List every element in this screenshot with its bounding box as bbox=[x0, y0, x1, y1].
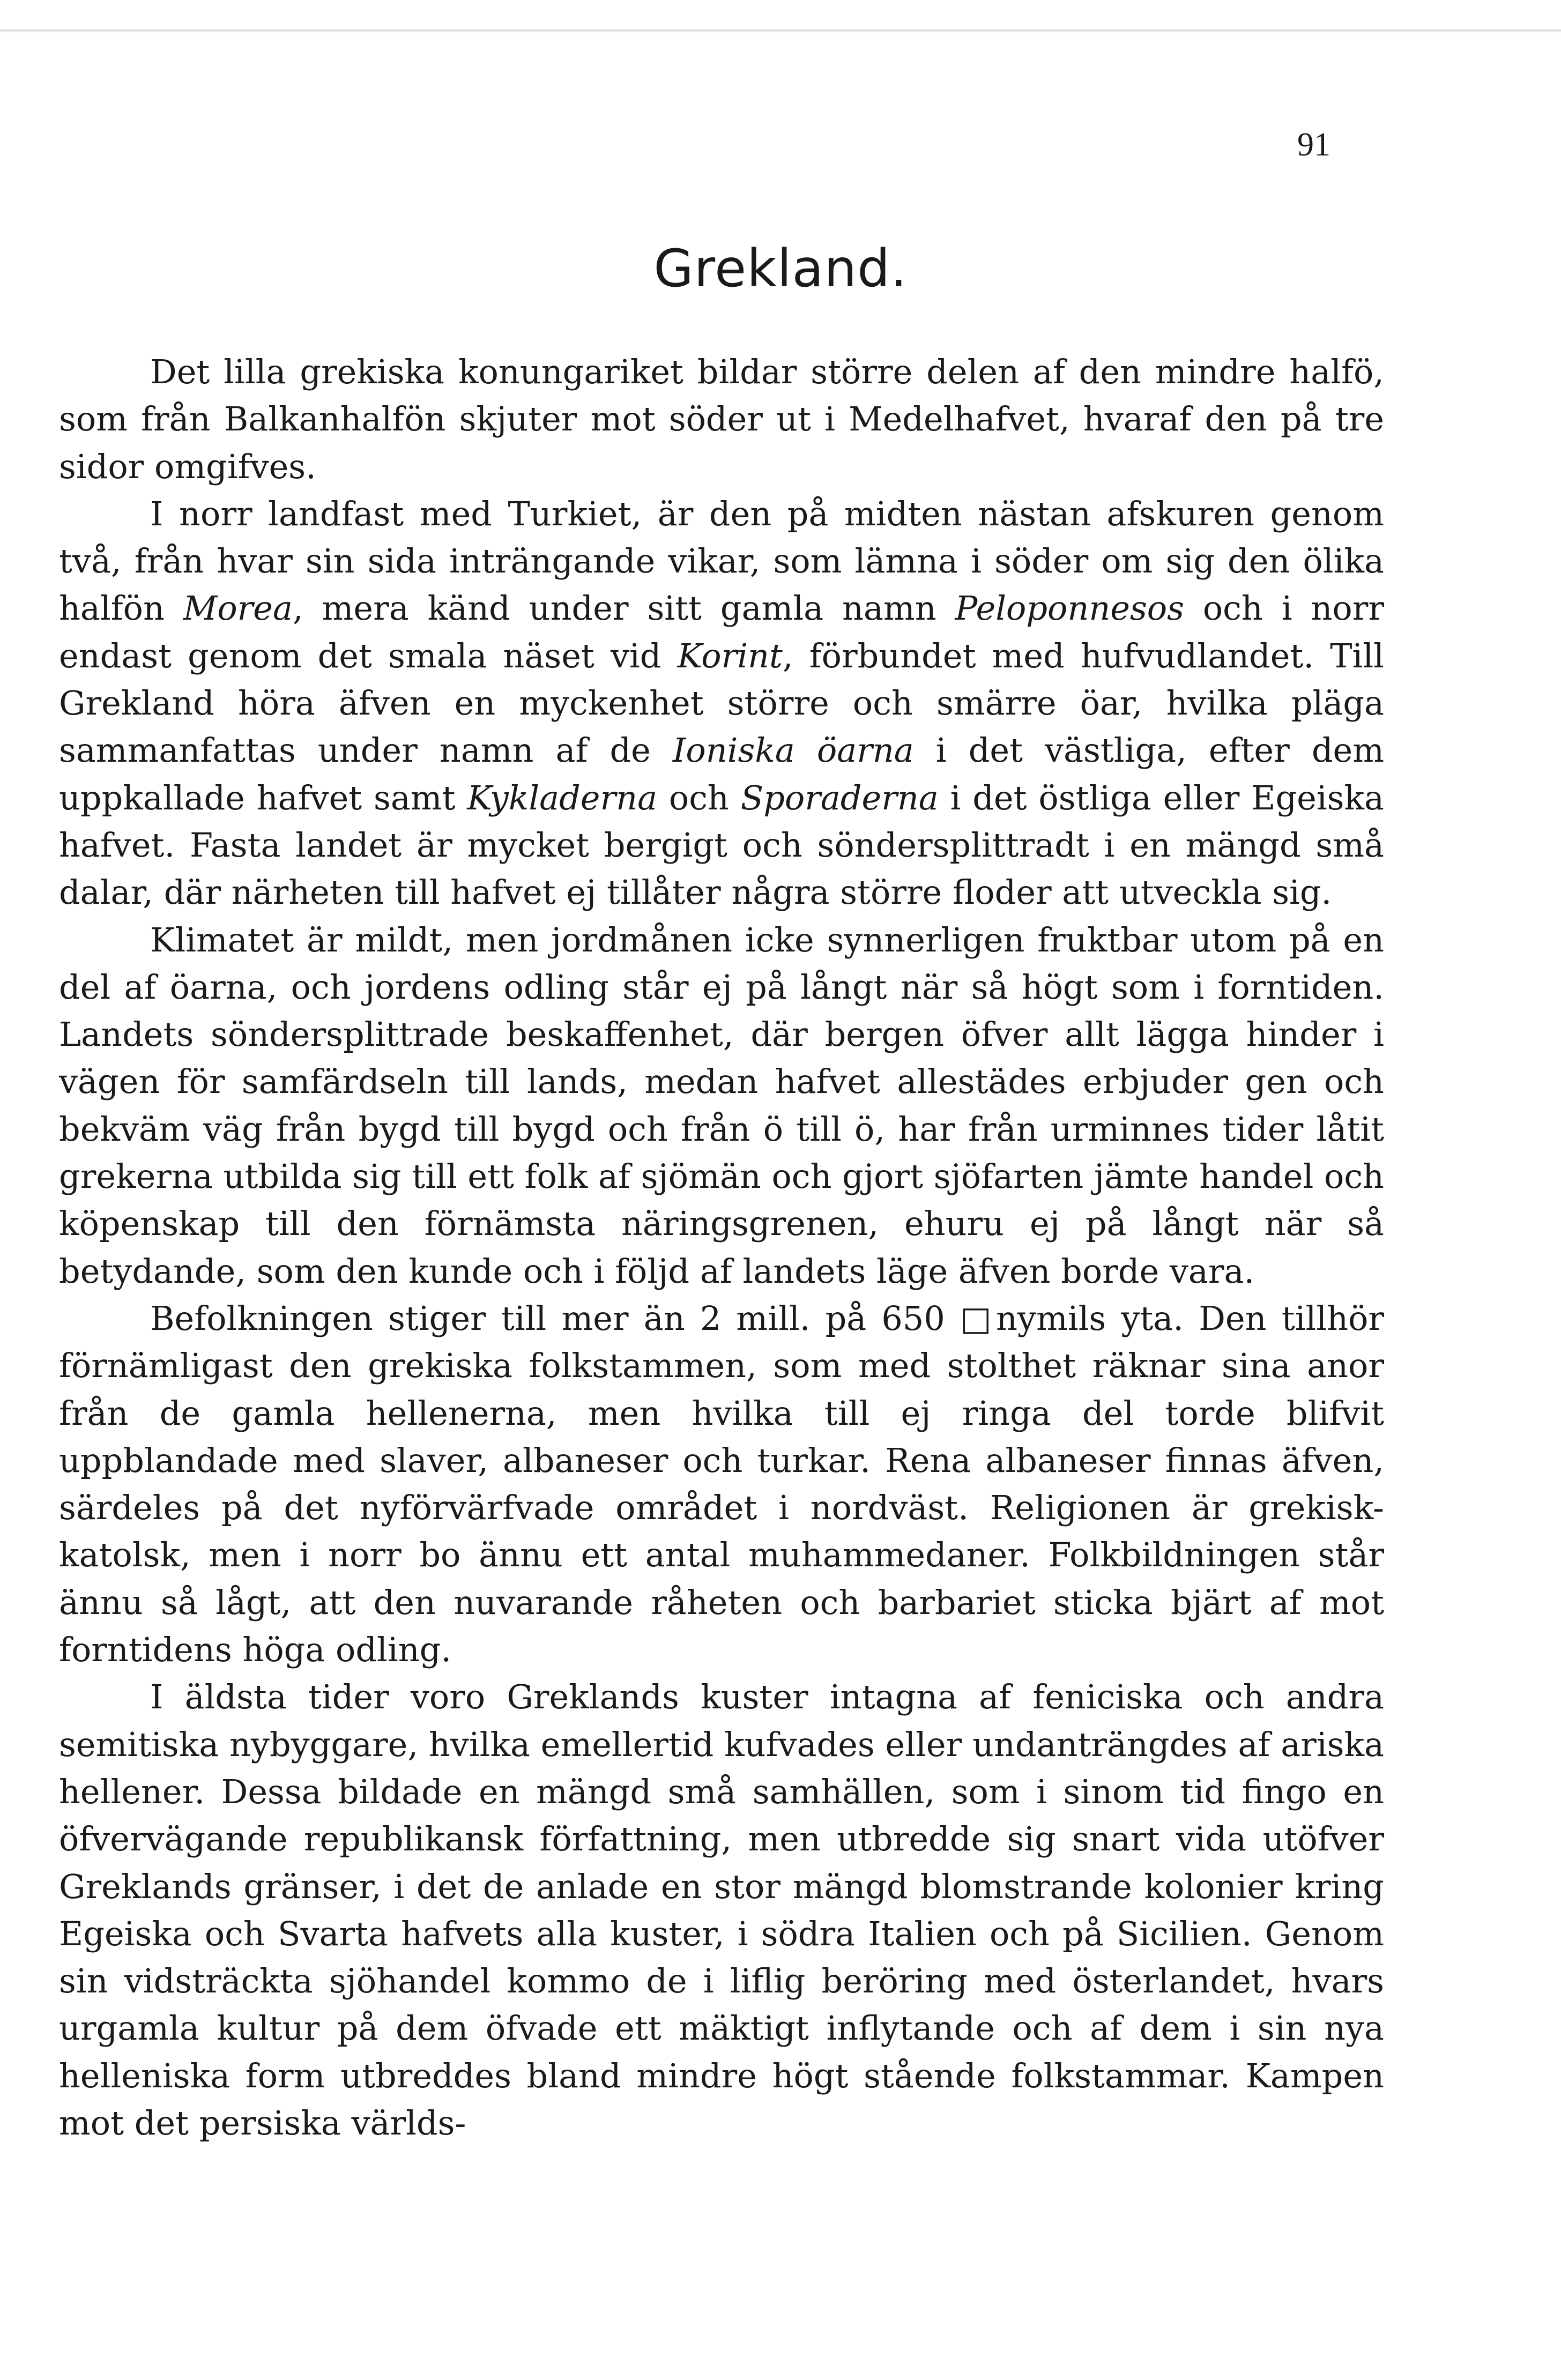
paragraph-5 bbox=[59, 1674, 1384, 2147]
paragraph-2 bbox=[59, 490, 1384, 917]
text-run: Befolkningen stiger till mer än 2 mill. på 650 □nymils yta. Den tillhör förnämligast den grekiska folkstammen, som med stolthet räknar sina anor från de gamla hellenerna, men hvilka till ej ringa del torde blifvit uppblandade med slaver, albaneser och turkar. Rena albaneser finnas äfven, särdeles på det nyförvärfvade området i nordväst. Religionen är grekisk-katolsk, men i norr bo ännu ett antal muhammedaner. Folkbildningen står ännu så lågt, att den nuvarande råheten och barbariet sticka bjärt af mot forntidens höga odling. bbox=[59, 1298, 1384, 1670]
text-run: I äldsta tider voro Greklands kuster intagna af feniciska och andra semitiska nybyggare, hvilka emellertid kufvades eller undanträngdes af ariska hellener. Dessa bildade en mängd små samhällen, som i sinom tid fingo en öfvervägande republikansk författning, men utbredde sig snart vida utöfver Greklands gränser, i det de anlade en stor mängd blomstrande kolonier kring Egeiska och Svarta hafvets alla kuster, i södra Italien och på Sicilien. Genom sin vidsträckta sjöhandel kommo de i liflig beröring med österlandet, hvars urgamla kultur på dem öfvade ett mäktigt inflytande och af dem i sin nya helleniska form utbreddes bland mindre högt stående folkstammar. Kampen mot det persiska världs- bbox=[59, 1677, 1384, 2143]
place-name: Sporaderna bbox=[740, 778, 939, 817]
text-run: Klimatet är mildt, men jordmånen icke synnerligen fruktbar utom på en del af öarna, och jordens odling står ej på långt när så högt som i forntiden. Landets söndersplittrade beskaffenhet, där bergen öfver allt lägga hinder i vägen för samfärdseln till lands, medan hafvet allestädes erbjuder gen och bekväm väg från bygd till bygd och från ö till ö, har från urminnes tider låtit grekerna utbilda sig till ett folk af sjömän och gjort sjöfarten jämte handel och köpenskap till den förnämsta näringsgrenen, ehuru ej på långt när så betydande, som den kunde och i följd af landets läge äfven borde vara. bbox=[59, 920, 1384, 1291]
chapter-title: Grekland. bbox=[653, 239, 908, 299]
text-run: i det östliga eller Egeiska hafvet. Fasta landet är mycket bergigt och söndersplittradt i en mängd små dalar, där närheten till hafvet ej tillåter några större floder att utveckla sig. bbox=[59, 778, 1385, 912]
paragraph-3 bbox=[59, 917, 1384, 1295]
body-text bbox=[59, 348, 1384, 2147]
paragraph-4 bbox=[59, 1295, 1384, 1674]
place-name: Korint bbox=[677, 636, 783, 675]
page-number: 91 bbox=[1297, 127, 1330, 163]
text-run: i det västliga, efter dem uppkallade hafvet samt bbox=[59, 731, 1384, 817]
text-run: I norr landfast med Turkiet, är den på midten nästan afskuren genom två, från hvar sin sida inträngande vikar, som lämna i söder om sig den ölika halfön bbox=[59, 494, 1384, 628]
text-run: , mera känd under sitt gamla namn bbox=[292, 589, 955, 628]
place-name: Peloponnesos bbox=[955, 589, 1184, 628]
place-name: Ioniska öarna bbox=[672, 731, 914, 770]
scan-edge bbox=[0, 29, 1561, 33]
place-name: Kykladerna bbox=[467, 778, 658, 817]
text-run: Det lilla grekiska konungariket bildar större delen af den mindre halfö, som från Balkanhalfön skjuter mot söder ut i Medelhafvet, hvaraf den på tre sidor omgifves. bbox=[59, 352, 1384, 486]
text-run: och i norr endast genom det smala näset vid bbox=[59, 589, 1385, 675]
paragraph-1 bbox=[59, 348, 1384, 490]
text-run: , förbundet med hufvudlandet. Till Grekland höra äfven en myckenhet större och smärre öar, hvilka pläga sammanfattas under namn af de bbox=[59, 636, 1384, 770]
place-name: Morea bbox=[183, 589, 293, 628]
text-run: och bbox=[657, 778, 741, 817]
